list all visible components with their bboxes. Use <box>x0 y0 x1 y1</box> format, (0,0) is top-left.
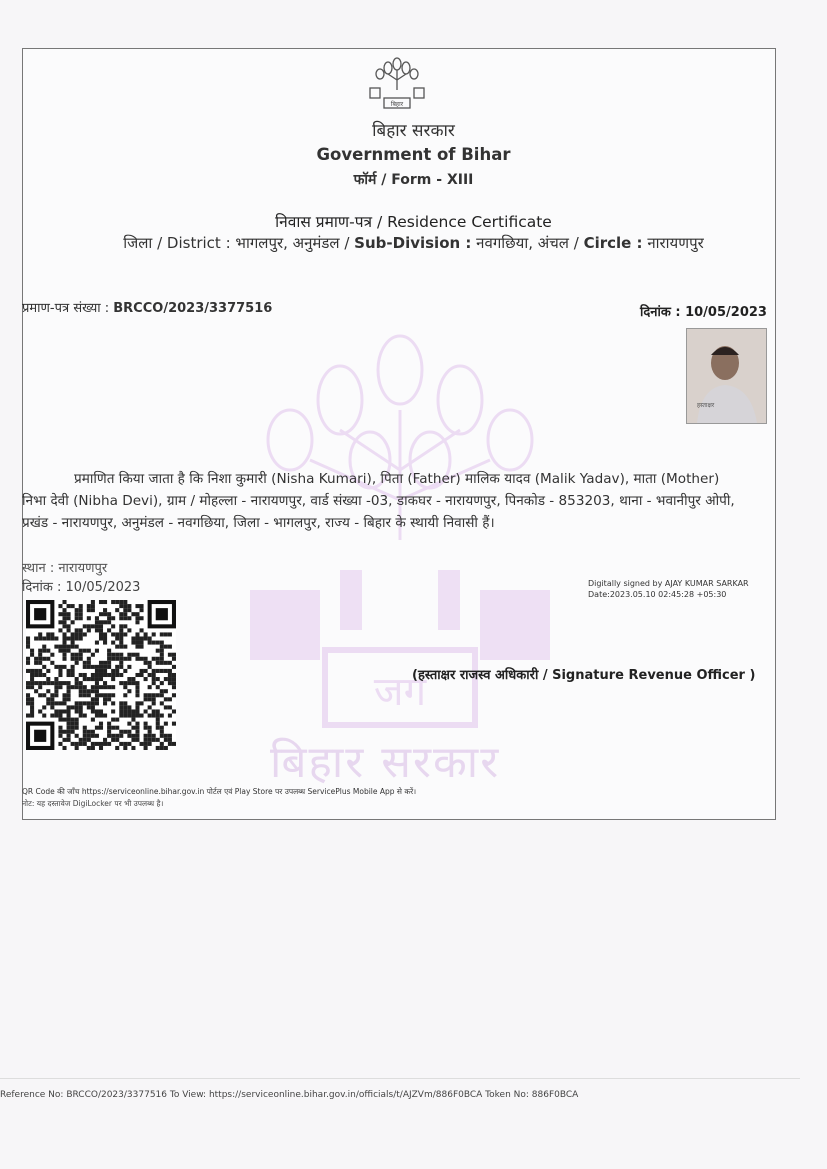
footer-divider <box>0 1078 800 1079</box>
body-line-3: प्रखंड - नारायणपुर, अनुमंडल - नवगछिया, जिला - भागलपुर, राज्य - बिहार के स्थायी निवासी हैं। <box>22 515 495 531</box>
cert-number-value: BRCCO/2023/3377516 <box>113 301 273 316</box>
place-date-line: दिनांक : 10/05/2023 <box>22 580 141 595</box>
signature-officer-text: (हस्ताक्षर राजस्व अधिकारी / Signature Revenue Officer ) <box>412 668 756 683</box>
subdiv-value: नवगछिया, अंचल / <box>471 234 584 252</box>
signature-officer <box>412 665 755 683</box>
place-line: स्थान : नारायणपुर <box>22 561 108 576</box>
subdiv-label: Sub-Division : <box>354 234 472 252</box>
body-line-2: निभा देवी (Nibha Devi), ग्राम / मोहल्ला - नारायणपुर, वार्ड संख्या -03, डाकघर - नारायणपुर, पिनकोड - 853203, थाना - भवानीपुर ओपी, <box>22 493 735 509</box>
signed-by: Digitally signed by AJAY KUMAR SARKAR <box>588 579 749 588</box>
watermark-logo-text: जग <box>373 669 427 715</box>
qr-verify-note: QR Code की जाँच https://serviceonline.bihar.gov.in पोर्टल एवं Play Store पर उपलब्ध ServicePlus Mobile App से करें। <box>22 787 417 796</box>
cert-number-label: प्रमाण-पत्र संख्या : <box>22 301 114 316</box>
photo-caption: हस्ताक्षर <box>697 402 715 409</box>
certificate-title <box>0 210 827 232</box>
reference-line: Reference No: BRCCO/2023/3377516 To View: https://serviceonline.bihar.gov.in/officials/t/AJZVm/886F0BCA Token No: 886F0BCA <box>0 1090 579 1100</box>
cert-number <box>22 298 272 316</box>
district-line <box>0 233 827 253</box>
circle-label: Circle : <box>583 234 643 252</box>
qr-code[interactable] <box>26 600 176 750</box>
qr-code-icon <box>26 600 176 750</box>
bihar-emblem-icon <box>364 56 430 112</box>
form-number: फॉर्म / Form - XIII <box>353 172 474 188</box>
circle-value: नारायणपुर <box>642 234 704 252</box>
digilocker-note: नोट: यह दस्तावेज DigiLocker पर भी उपलब्ध है। <box>22 799 164 808</box>
issue-date-value: 10/05/2023 <box>685 305 767 320</box>
issue-date <box>640 302 767 320</box>
gov-hindi: बिहार सरकार <box>372 121 455 141</box>
watermark-text: बिहार सरकार <box>270 737 501 788</box>
district-prefix: जिला / <box>123 234 167 252</box>
issue-date-label: दिनांक : <box>640 305 686 320</box>
certificate-title-text: निवास प्रमाण-पत्र / Residence Certificate <box>275 213 552 231</box>
signed-date: Date:2023.05.10 02:45:28 +05:30 <box>588 590 727 599</box>
district-value: भागलपुर, अनुमंडल / <box>230 234 355 252</box>
emblem-text: बिहार <box>390 101 404 108</box>
gov-english: Government of Bihar <box>316 145 511 164</box>
body-line-1: प्रमाणित किया जाता है कि निशा कुमारी (Nisha Kumari), पिता (Father) मालिक यादव (Malik Yadav), माता (Mother) <box>74 471 720 487</box>
applicant-photo <box>686 328 767 424</box>
district-label: District : <box>166 234 231 252</box>
